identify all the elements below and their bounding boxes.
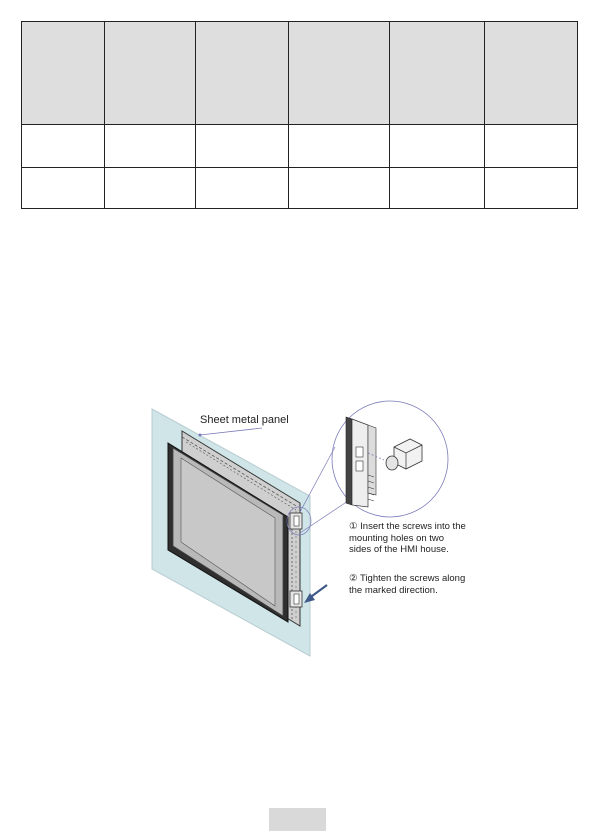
installation-figure (140, 395, 500, 665)
table-cell (390, 124, 485, 167)
step-2-line: the marked direction. (349, 585, 438, 596)
table-cell (105, 124, 196, 167)
header-cell (196, 22, 289, 125)
mounting-clip-upper (290, 513, 302, 529)
panel-label-leader (200, 428, 262, 435)
step-1-line: ① Insert the screws into the (349, 521, 466, 532)
step-1-line: mounting holes on two (349, 533, 445, 544)
table-cell (289, 124, 390, 167)
table-cell (196, 167, 289, 208)
table-row (22, 124, 578, 167)
installation-diagram (140, 395, 500, 665)
table-row (22, 167, 578, 208)
table-cell (196, 124, 289, 167)
header-cell (390, 22, 485, 125)
step-1-annotation (349, 521, 466, 555)
table-cell (22, 124, 105, 167)
detail-housing-edge (346, 417, 376, 507)
table-cell (390, 167, 485, 208)
mounting-clip-lower (290, 591, 302, 607)
step-2-line: ② Tighten the screws along (349, 573, 466, 584)
table-header-row (22, 22, 578, 125)
table-cell (485, 124, 578, 167)
page-number-box (269, 808, 326, 831)
table-cell (22, 167, 105, 208)
header-cell (485, 22, 578, 125)
step-2-annotation (349, 573, 465, 596)
table-cell (105, 167, 196, 208)
spec-table (21, 21, 578, 209)
panel-label: Sheet metal panel (200, 414, 289, 426)
step-1-line: sides of the HMI house. (349, 544, 449, 555)
header-cell (22, 22, 105, 125)
header-cell (105, 22, 196, 125)
header-cell (289, 22, 390, 125)
table-cell (289, 167, 390, 208)
table-cell (485, 167, 578, 208)
